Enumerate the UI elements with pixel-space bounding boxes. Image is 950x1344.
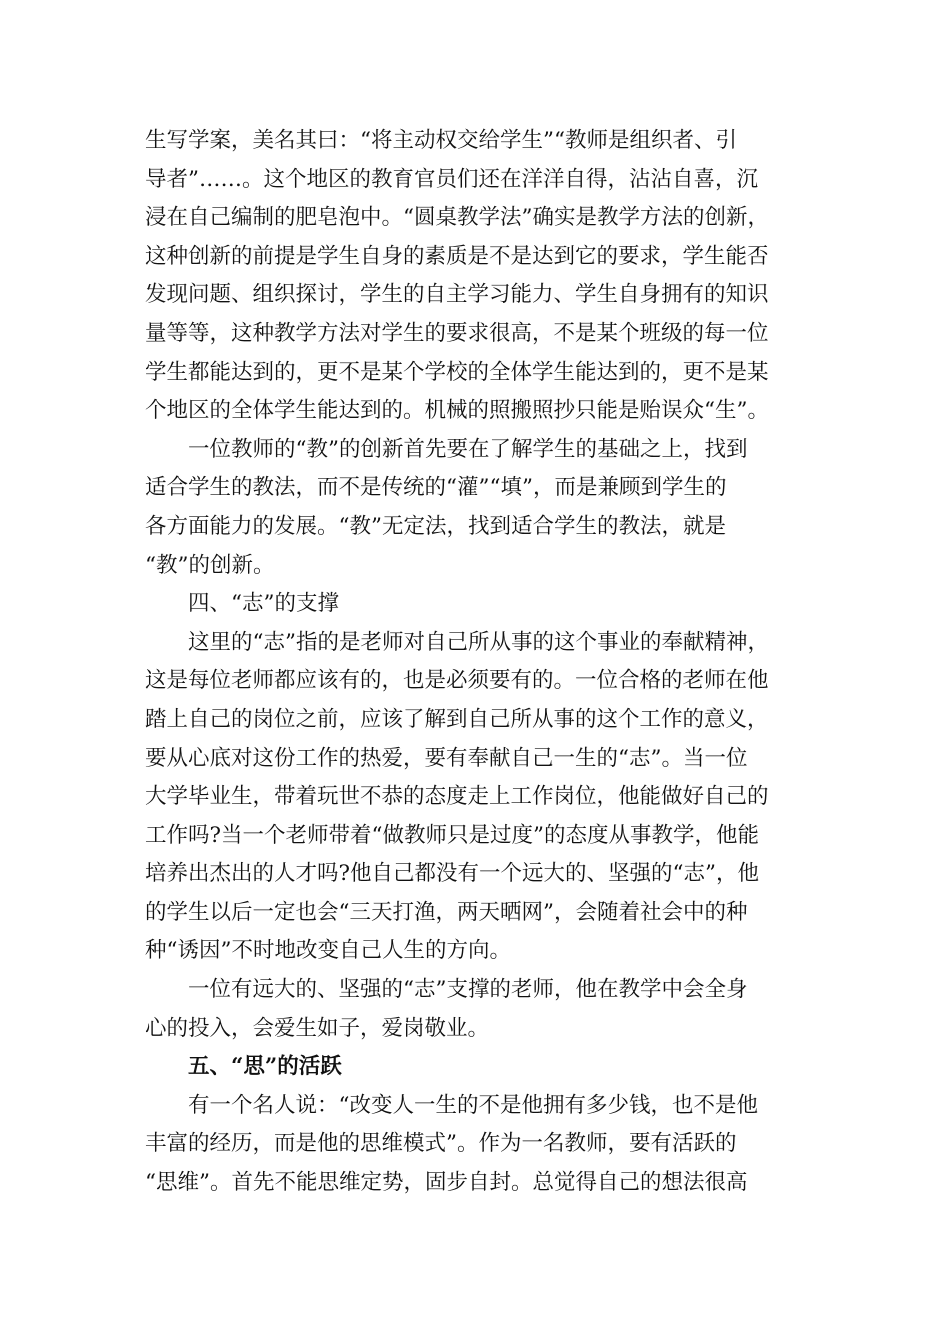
text-line: 有一个名人说：“改变人一生的不是他拥有多少钱，也不是他 — [188, 1092, 758, 1118]
text-line: 量等等，这种教学方法对学生的要求很高，不是某个班级的每一位 — [145, 320, 769, 346]
text-line: 这是每位老师都应该有的，也是必须要有的。一位合格的老师在他 — [145, 668, 769, 694]
text-line: 这种创新的前提是学生自身的素质是不是达到它的要求，学生能否 — [145, 243, 769, 269]
text-line: 培养出杰出的人才吗?他自己都没有一个远大的、坚强的“志”，他 — [145, 861, 760, 887]
text-line: 一位有远大的、坚强的“志”支撑的老师，他在教学中会全身 — [188, 977, 748, 1003]
text-line: 适合学生的教法，而不是传统的“灌”“填”，而是兼顾到学生的 — [145, 475, 727, 501]
text-line: 工作吗?当一个老师带着“做教师只是过度”的态度从事教学，他能 — [145, 822, 760, 848]
text-line: 丰富的经历，而是他的思维模式”。作为一名教师，要有活跃的 — [145, 1131, 737, 1157]
text-line: 踏上自己的岗位之前，应该了解到自己所从事的这个工作的意义， — [145, 706, 769, 732]
text-line: 生写学案，美名其曰：“将主动权交给学生”“教师是组织者、引 — [145, 128, 737, 153]
text-line: 学生都能达到的，更不是某个学校的全体学生能达到的，更不是某 — [145, 359, 769, 385]
text-line: 发现问题、组织探讨，学生的自主学习能力、学生自身拥有的知识 — [145, 282, 769, 308]
text-line: 种“诱因”不时地改变自己人生的方向。 — [145, 938, 511, 964]
text-line: 个地区的全体学生能达到的。机械的照搬照抄只能是贻误众“生”。 — [145, 398, 769, 424]
section-heading: 五、“思”的活跃 — [188, 1054, 342, 1080]
text-line: 心的投入，会爱生如子，爱岗敬业。 — [145, 1015, 490, 1041]
text-line: 一位教师的“教”的创新首先要在了解学生的基础之上，找到 — [188, 436, 748, 462]
text-line: 这里的“志”指的是老师对自己所从事的这个事业的奉献精神， — [188, 629, 769, 655]
text-line: 浸在自己编制的肥皂泡中。“圆桌教学法”确实是教学方法的创新， — [145, 205, 769, 231]
text-line: 大学毕业生，带着玩世不恭的态度走上工作岗位，他能做好自己的 — [145, 784, 769, 810]
text-line: 的学生以后一定也会“三天打渔，两天晒网”，会随着社会中的种 — [145, 899, 748, 925]
text-line: 四、“志”的支撑 — [188, 591, 339, 617]
text-line: “思维”。首先不能思维定势，固步自封。总觉得自己的想法很高 — [145, 1170, 748, 1196]
document-body — [145, 122, 815, 1203]
text-line: 要从心底对这份工作的热爱，要有奉献自己一生的“志”。当一位 — [145, 745, 748, 771]
text-line: “教”的创新。 — [145, 552, 275, 578]
text-line: 导者”……。这个地区的教育官员们还在洋洋自得，沾沾自喜，沉 — [145, 166, 758, 192]
text-line: 各方面能力的发展。“教”无定法，找到适合学生的教法，就是 — [145, 513, 726, 539]
